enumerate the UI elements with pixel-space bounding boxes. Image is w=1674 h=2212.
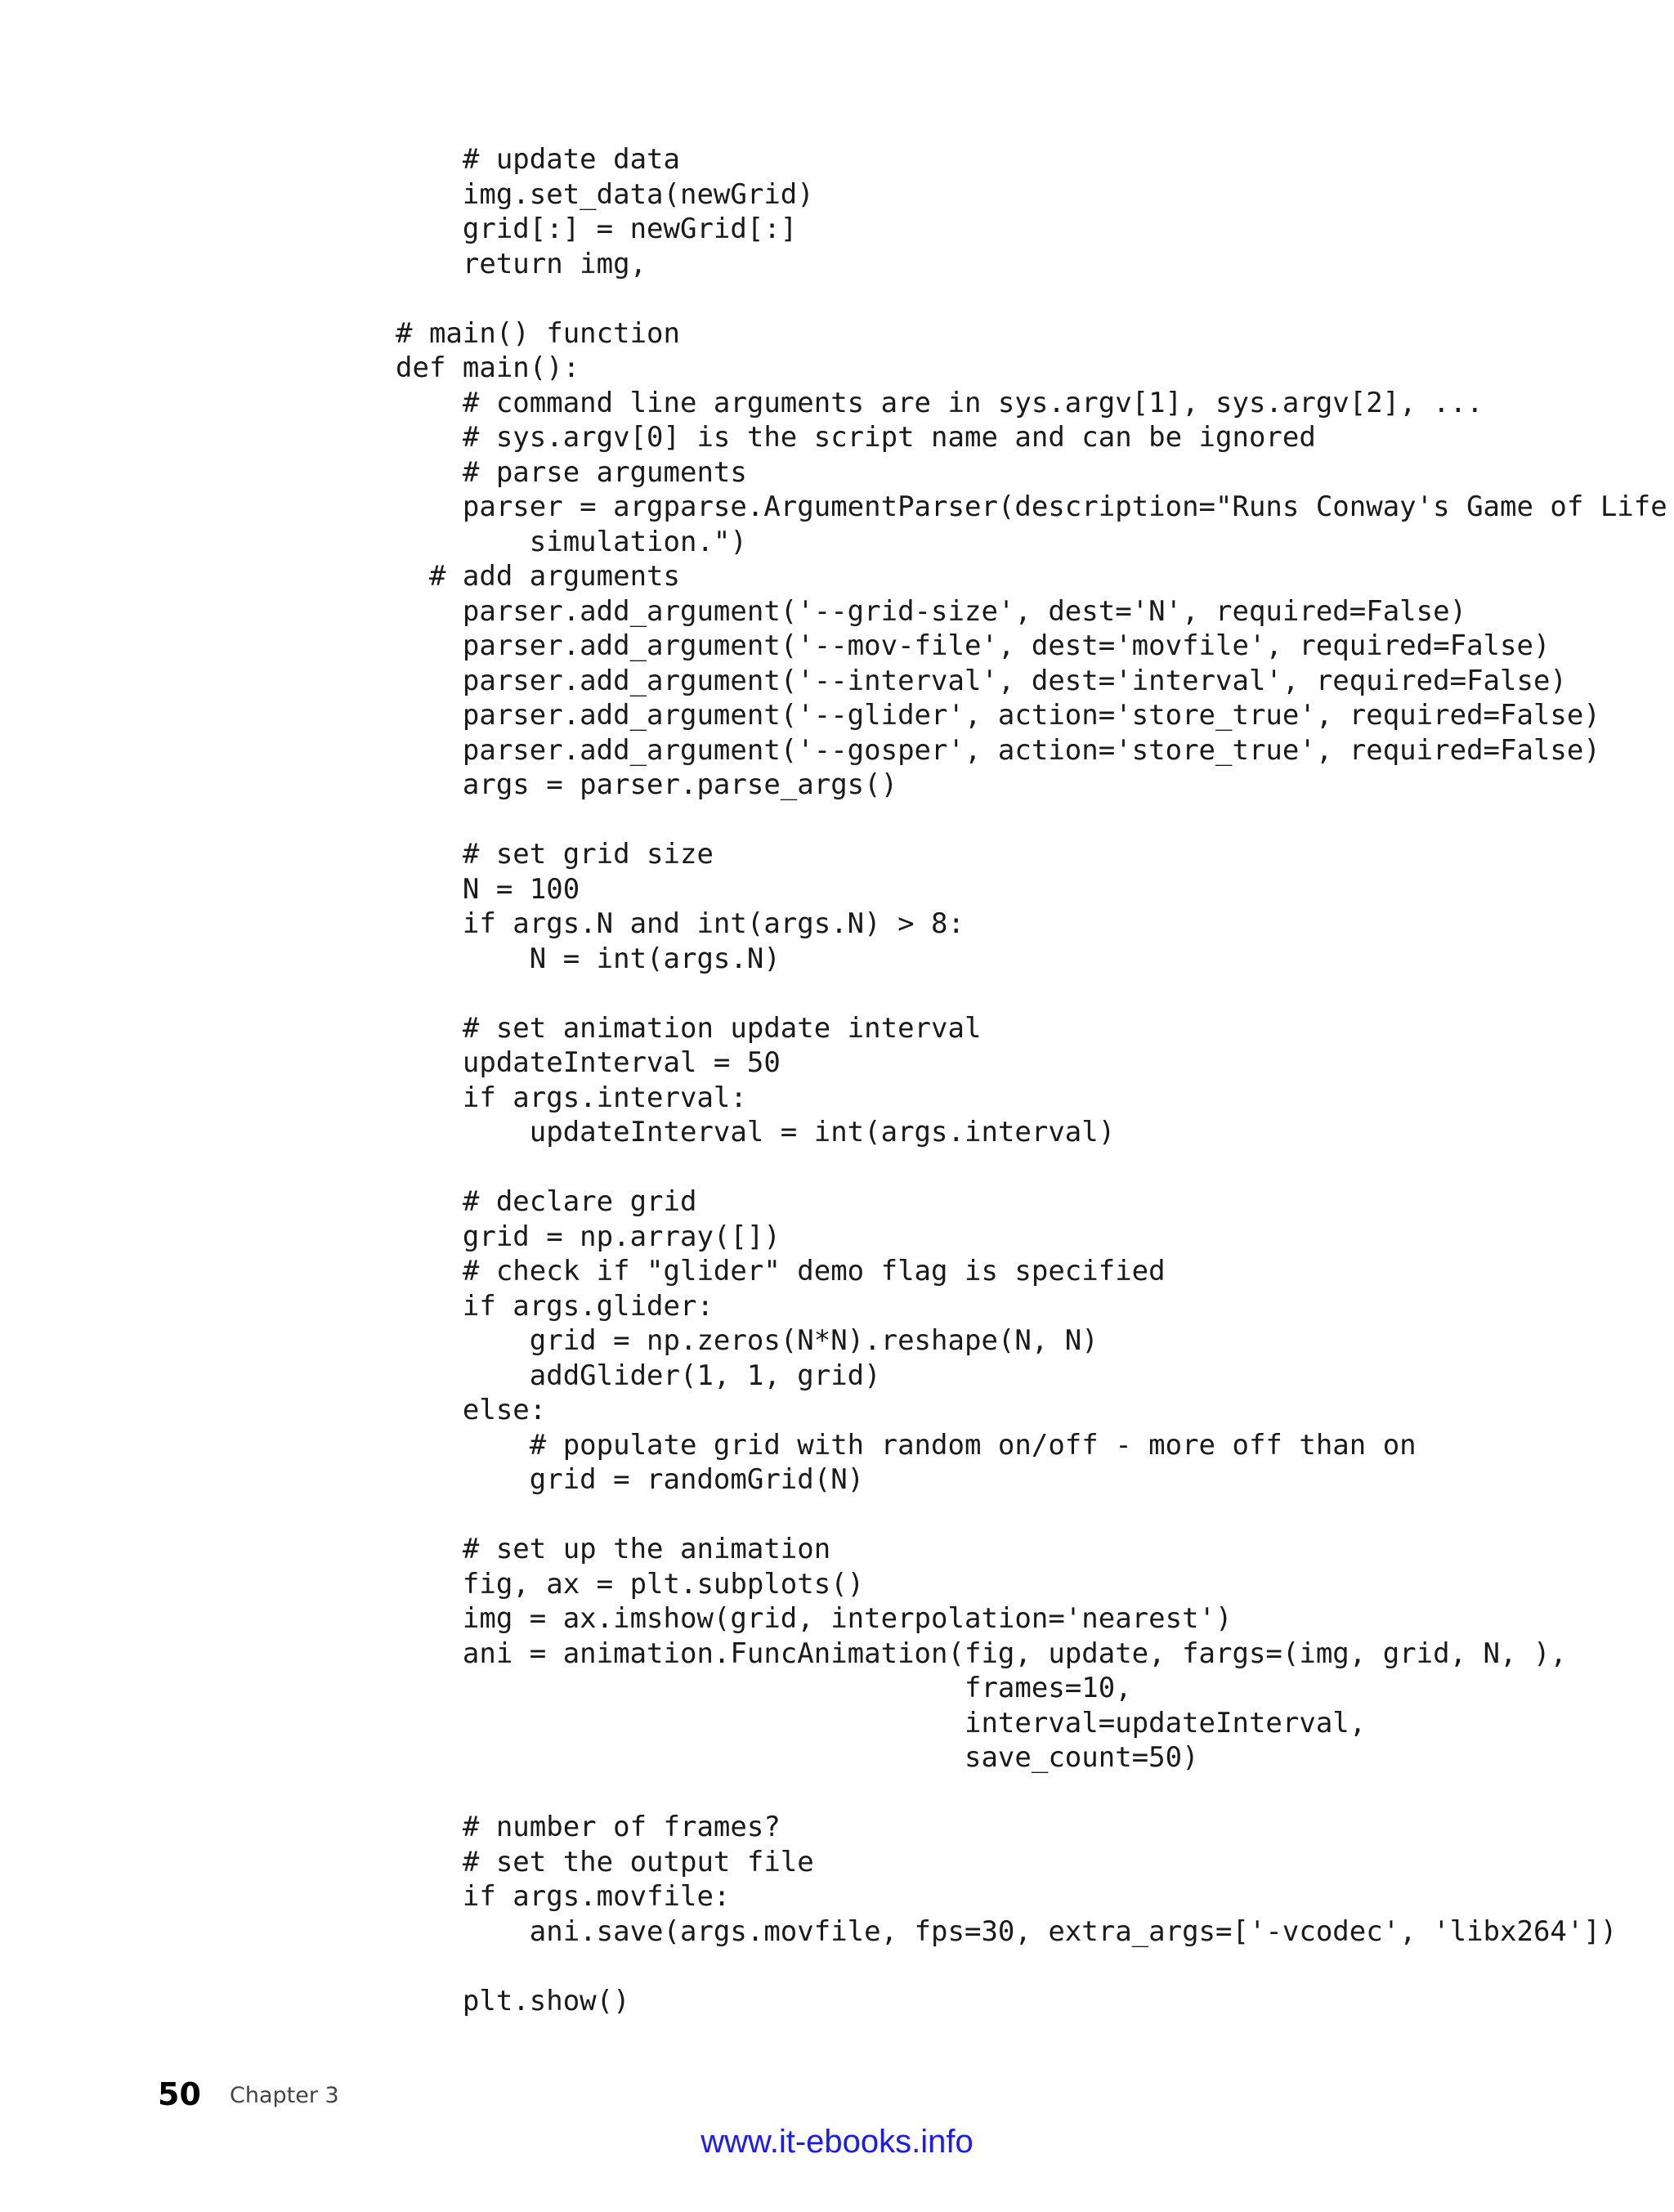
code-line: # check if "glider" demo flag is specified — [396, 1255, 1166, 1287]
code-line: ani = animation.FuncAnimation(fig, update, fargs=(img, grid, N, ), — [396, 1637, 1567, 1670]
code-line: # populate grid with random on/off - more off than on — [396, 1428, 1417, 1462]
code-line: grid = np.array([]) — [396, 1220, 781, 1253]
code-line: frames=10, — [396, 1672, 1132, 1704]
code-line: parser.add_argument('--interval', dest='interval', required=False) — [396, 664, 1567, 697]
code-line: # number of frames? — [396, 1811, 781, 1843]
code-line: fig, ax = plt.subplots() — [396, 1567, 865, 1601]
code-line — [396, 1498, 1667, 1533]
code-line: # command line arguments are in sys.argv[1], sys.argv[2], ... — [396, 386, 1484, 419]
code-line: def main(): — [396, 352, 580, 384]
code-line: addGlider(1, 1, grid) — [396, 1359, 881, 1392]
code-line: grid = randomGrid(N) — [396, 1463, 865, 1496]
code-line — [396, 1775, 1667, 1811]
page-number: 50 — [158, 2076, 201, 2112]
code-line: # main() function — [396, 316, 680, 350]
code-line — [396, 1949, 1667, 1984]
code-line: img.set_data(newGrid) — [396, 177, 814, 211]
code-line: interval=updateInterval, — [396, 1706, 1367, 1740]
code-line: if args.N and int(args.N) > 8: — [396, 907, 965, 940]
code-line: N = int(args.N) — [396, 942, 781, 975]
code-line: else: — [396, 1394, 547, 1426]
code-line: # add arguments — [396, 560, 680, 593]
code-line: # set animation update interval — [396, 1011, 982, 1045]
code-line: # set up the animation — [396, 1533, 831, 1565]
code-line: # declare grid — [396, 1185, 697, 1218]
code-line: # set grid size — [396, 838, 714, 871]
code-line: if args.movfile: — [396, 1880, 731, 1913]
code-line: # set the output file — [396, 1845, 814, 1878]
code-line: parser.add_argument('--mov-file', dest='movfile', required=False) — [396, 629, 1551, 662]
code-line: grid[:] = newGrid[:] — [396, 213, 798, 245]
code-line — [396, 976, 1667, 1011]
code-line: save_count=50) — [396, 1741, 1199, 1774]
code-line: if args.interval: — [396, 1081, 747, 1114]
code-line: if args.glider: — [396, 1289, 714, 1323]
code-line: # sys.argv[0] is the script name and can be ignored — [396, 421, 1316, 454]
code-line: updateInterval = 50 — [396, 1046, 781, 1079]
code-line: N = 100 — [396, 872, 580, 906]
footer-url-link[interactable]: www.it-ebooks.info — [700, 2124, 974, 2160]
code-line: # parse arguments — [396, 455, 747, 489]
code-line: # update data — [396, 143, 680, 176]
code-line: parser.add_argument('--grid-size', dest='N', required=False) — [396, 594, 1467, 628]
code-listing — [396, 142, 1667, 2018]
code-line: plt.show() — [396, 1984, 630, 2017]
code-line: args = parser.parse_args() — [396, 768, 898, 801]
code-line — [396, 281, 1667, 316]
code-line: grid = np.zeros(N*N).reshape(N, N) — [396, 1324, 1099, 1357]
code-line — [396, 803, 1667, 838]
code-line: return img, — [396, 247, 647, 280]
code-line — [396, 1150, 1667, 1185]
code-line: parser.add_argument('--glider', action='store_true', required=False) — [396, 699, 1600, 732]
code-line: parser = argparse.ArgumentParser(description="Runs Conway's Game of Life — [396, 490, 1667, 523]
code-line: parser.add_argument('--gosper', action='store_true', required=False) — [396, 733, 1600, 767]
code-line: img = ax.imshow(grid, interpolation='nearest') — [396, 1602, 1233, 1635]
chapter-label: Chapter 3 — [230, 2083, 339, 2108]
code-line: updateInterval = int(args.interval) — [396, 1116, 1116, 1149]
code-line: simulation.") — [396, 525, 747, 558]
code-line: ani.save(args.movfile, fps=30, extra_args=['-vcodec', 'libx264']) — [396, 1914, 1618, 1948]
